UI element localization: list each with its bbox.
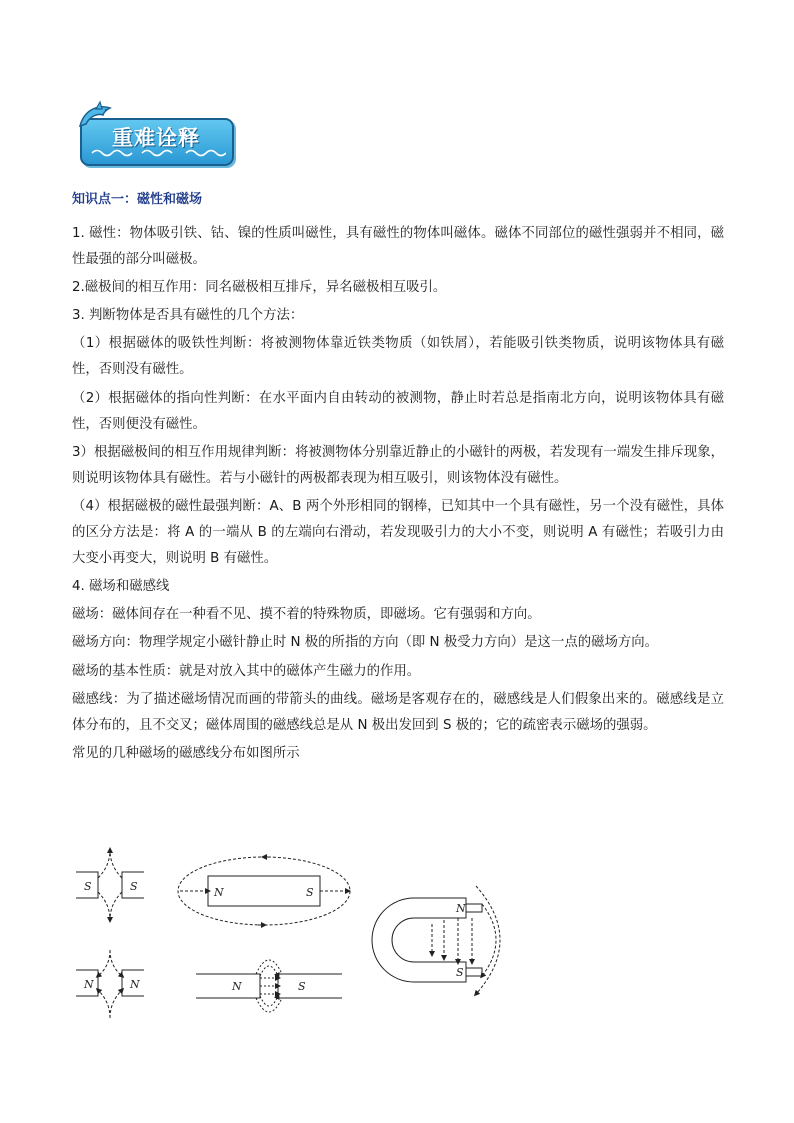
- paragraph: 磁场方向：物理学规定小磁针静止时 N 极的所指的方向（即 N 极受力方向）是这一点的磁场方向。: [72, 635, 659, 651]
- field-line-diagram: [72, 846, 532, 1026]
- pole-label: S: [84, 880, 92, 893]
- figure-n-s-poles: [196, 960, 342, 1012]
- pole-label: S: [130, 880, 138, 893]
- pole-label: N: [84, 978, 94, 991]
- paragraph: 磁感线：为了描述磁场情况而画的带箭头的曲线。磁场是客观存在的，磁感线是人们假象出来的。磁感线是立体分布的，且不交叉；磁体周围的磁感线总是从 N 极出发回到 S 极的；它的疏密表示磁场的强弱。: [72, 691, 724, 733]
- pole-label: S: [306, 886, 314, 899]
- paragraph: 2.磁极间的相互作用：同名磁极相互排斥，异名磁极相互吸引。: [72, 280, 447, 296]
- pole-label: N: [456, 902, 466, 915]
- figure-bar-magnet: [178, 857, 350, 925]
- content-body: [72, 188, 724, 767]
- pole-label: S: [456, 966, 464, 979]
- wave-decoration: [90, 147, 226, 159]
- paragraph: （1）根据磁体的吸铁性判断：将被测物体靠近铁类物质（如铁屑），若能吸引铁类物质，说明该物体具有磁性，否则没有磁性。: [72, 336, 724, 378]
- figure-horseshoe-magnet: [372, 886, 500, 994]
- section-banner: [76, 100, 232, 164]
- section-heading: 知识点一：磁性和磁场: [72, 192, 203, 207]
- paragraph: 3）根据磁极间的相互作用规律判断：将被测物体分别靠近静止的小磁针的两极，若发现有一端发生排斥现象，则说明该物体具有磁性。若与小磁针的两极都表现为相互吸引，则该物体没有磁性。: [72, 444, 724, 486]
- paragraph: 4. 磁场和磁感线: [72, 579, 170, 595]
- paragraph: （4）根据磁极的磁性最强判断：A、B 两个外形相同的钢棒，已知其中一个具有磁性，另一个没有磁性，具体的区分方法是：将 A 的一端从 B 的左端向右滑动，若发现吸引力的大小不变，则说明 A 有磁性；若吸引力由大变小再变大，则说明 B 有磁性。: [72, 498, 724, 567]
- paragraph: 1. 磁性：物体吸引铁、钴、镍的性质叫磁性，具有磁性的物体叫磁体。磁体不同部位的磁性强弱并不相同，磁性最强的部分叫磁极。: [72, 226, 724, 268]
- pole-label: N: [130, 978, 140, 991]
- pole-label: N: [232, 980, 242, 993]
- field-line-figures: [72, 846, 532, 1026]
- paragraph: 磁场：磁体间存在一种看不见、摸不着的特殊物质，即磁场。它有强弱和方向。: [72, 607, 541, 623]
- banner-title: 重难诠释: [112, 126, 200, 150]
- pole-label: S: [298, 980, 306, 993]
- paragraph: 磁场的基本性质：就是对放入其中的磁体产生磁力的作用。: [72, 663, 421, 679]
- pole-label: N: [214, 886, 224, 899]
- paragraph: （2）根据磁体的指向性判断：在水平面内自由转动的被测物，静止时若总是指南北方向，说明该物体具有磁性，否则便没有磁性。: [72, 390, 724, 432]
- dolphin-icon: [76, 100, 116, 134]
- figure-caption: 常见的几种磁场的磁感线分布如图所示: [72, 745, 300, 761]
- paragraph: 3. 判断物体是否具有磁性的几个方法：: [72, 308, 304, 324]
